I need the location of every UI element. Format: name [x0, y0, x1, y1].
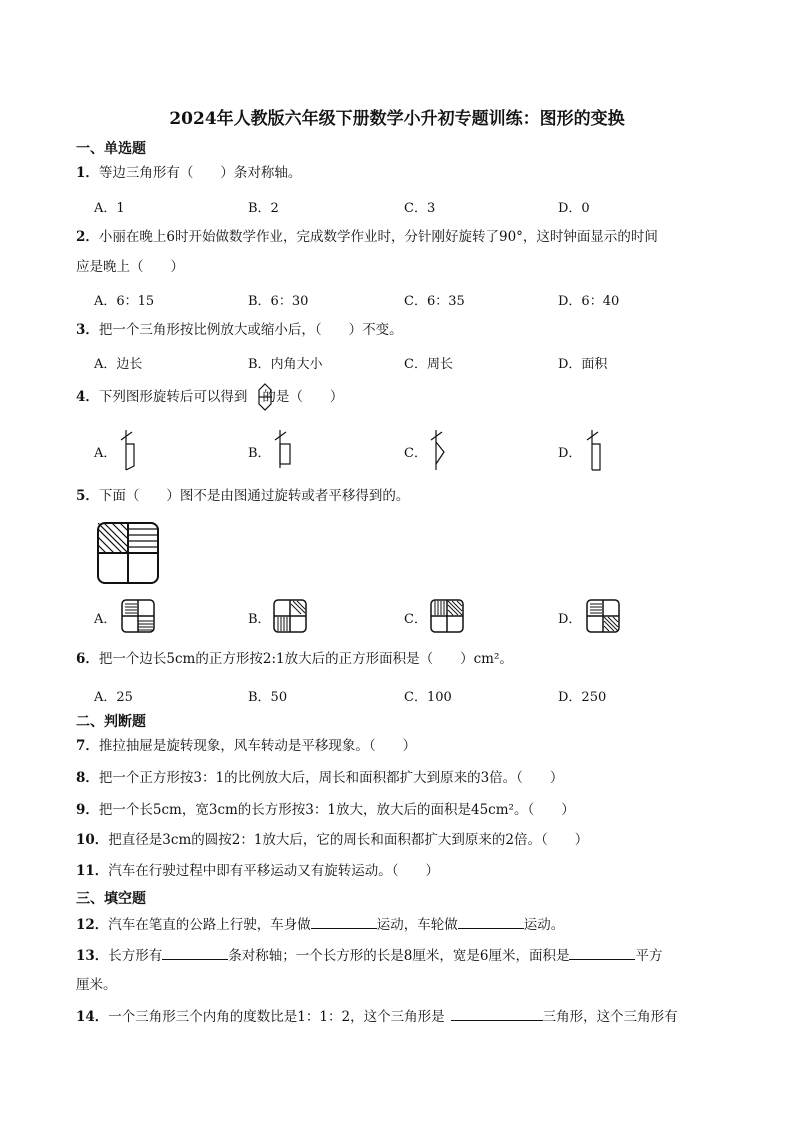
- q3-option-d[interactable]: D．面积: [558, 357, 608, 372]
- section-heading-true-false: 二、判断题: [76, 714, 146, 730]
- question-2: [76, 227, 658, 247]
- question-number: 13．: [76, 948, 109, 964]
- q4-figure-b[interactable]: [272, 428, 298, 472]
- section-heading-fill-in: 三、填空题: [76, 891, 146, 907]
- q3-option-a[interactable]: A．边长: [94, 357, 143, 372]
- question-number: 6．: [76, 651, 99, 667]
- question-13-line2: 厘米。: [76, 977, 117, 993]
- q4-figure-d[interactable]: [582, 428, 608, 472]
- q5-figure-d[interactable]: [586, 599, 620, 633]
- question-text: 把一个正方形按3：1的比例放大后，周长和面积都扩大到原来的3倍。（ ）: [98, 770, 564, 786]
- question-text: 把直径是3cm的圆按2：1放大后，它的周长和面积都扩大到原来的2倍。（ ）: [108, 832, 589, 848]
- question-3: [76, 320, 403, 340]
- question-text: 汽车在行驶过程中即有平移运动又有旋转运动。（ ）: [108, 863, 440, 879]
- question-6: [76, 649, 513, 669]
- question-text-b: 三角形，这个三角形有: [542, 1009, 678, 1025]
- question-number: 4．: [76, 389, 99, 405]
- question-11: [76, 861, 439, 881]
- q1-option-d[interactable]: D．0: [558, 201, 590, 216]
- question-text: 把一个边长5cm的正方形按2:1放大后的正方形面积是（ ）cm²。: [98, 651, 513, 667]
- q2-option-a[interactable]: A．6：15: [94, 294, 155, 309]
- question-number: 9．: [76, 802, 99, 818]
- q6-option-b[interactable]: B．50: [248, 690, 288, 705]
- answer-blank[interactable]: [451, 1006, 543, 1021]
- answer-blank[interactable]: [311, 914, 377, 929]
- q4-option-a[interactable]: A．: [94, 446, 117, 461]
- q5-figure-b[interactable]: [273, 599, 307, 633]
- question-4: [76, 387, 343, 407]
- target-shape-icon: [258, 383, 272, 411]
- question-10: [76, 830, 588, 850]
- q2-option-c[interactable]: C．6：35: [404, 294, 465, 309]
- question-text: 等边三角形有（ ）条对称轴。: [98, 165, 302, 181]
- q5-option-c[interactable]: C．: [404, 612, 427, 627]
- question-9: [76, 800, 575, 820]
- question-number: 11．: [76, 863, 109, 879]
- q5-figure-c[interactable]: [430, 599, 464, 633]
- q6-option-a[interactable]: A．25: [94, 690, 133, 705]
- q1-option-c[interactable]: C．3: [404, 201, 436, 216]
- question-text: 小丽在晚上6时开始做数学作业，完成数学作业时，分针刚好旋转了90°，这时钟面显示的时间: [98, 229, 658, 245]
- q5-option-a[interactable]: A．: [94, 612, 117, 627]
- question-1: [76, 163, 301, 183]
- question-12: [76, 914, 564, 935]
- q4-figure-c[interactable]: [428, 428, 454, 472]
- q4-figure-a[interactable]: [118, 428, 144, 472]
- question-text: 下面（ ）图不是由图通过旋转或者平移得到的。: [98, 488, 410, 504]
- q5-figure-a[interactable]: [121, 599, 155, 633]
- question-number: 8．: [76, 770, 99, 786]
- question-5: [76, 486, 409, 506]
- question-text: 把一个三角形按比例放大或缩小后，（ ）不变。: [98, 322, 403, 338]
- question-text-b: 条对称轴；一个长方形的长是8厘米，宽是6厘米，面积是: [228, 948, 570, 964]
- q4-option-c[interactable]: C．: [404, 446, 427, 461]
- question-8: [76, 768, 563, 788]
- answer-blank[interactable]: [162, 945, 228, 960]
- question-text-c: 平方: [635, 948, 663, 964]
- question-text-b: 的是（ ）: [262, 389, 344, 405]
- q4-option-b[interactable]: B．: [248, 446, 271, 461]
- q3-option-b[interactable]: B．内角大小: [248, 357, 323, 372]
- q5-option-d[interactable]: D．: [558, 612, 582, 627]
- question-number: 2．: [76, 229, 99, 245]
- question-number: 12．: [76, 917, 109, 933]
- question-text-c: 运动。: [523, 917, 565, 933]
- q5-reference-figure: [96, 521, 160, 585]
- question-number: 5．: [76, 488, 99, 504]
- question-text-b: 运动，车轮做: [376, 917, 458, 933]
- question-text: 把一个长5cm，宽3cm的长方形按3：1放大，放大后的面积是45cm²。（ ）: [98, 802, 575, 818]
- question-text-a: 长方形有: [108, 948, 163, 964]
- page-title: 2024年人教版六年级下册数学小升初专题训练：图形的变换: [169, 109, 625, 129]
- question-2-line2: 应是晚上（ ）: [76, 259, 184, 275]
- q3-option-c[interactable]: C．周长: [404, 357, 453, 372]
- q6-option-c[interactable]: C．100: [404, 690, 452, 705]
- question-7: [76, 736, 416, 756]
- section-heading-single-choice: 一、单选题: [76, 141, 146, 157]
- question-text-a: 汽车在笔直的公路上行驶，车身做: [108, 917, 311, 933]
- question-number: 3．: [76, 322, 99, 338]
- question-number: 10．: [76, 832, 109, 848]
- q4-option-d[interactable]: D．: [558, 446, 582, 461]
- question-text-a: 下列图形旋转后可以得到: [98, 389, 248, 405]
- answer-blank[interactable]: [569, 945, 635, 960]
- q1-option-a[interactable]: A．1: [94, 201, 125, 216]
- answer-blank[interactable]: [458, 914, 524, 929]
- q6-option-d[interactable]: D．250: [558, 690, 607, 705]
- question-13: [76, 945, 662, 966]
- question-number: 1．: [76, 165, 99, 181]
- q5-option-b[interactable]: B．: [248, 612, 271, 627]
- question-number: 14．: [76, 1009, 109, 1025]
- question-text-a: 一个三角形三个内角的度数比是1：1：2，这个三角形是: [108, 1009, 445, 1025]
- question-14: [76, 1006, 678, 1027]
- question-text: 推拉抽屉是旋转现象，风车转动是平移现象。（ ）: [98, 738, 417, 754]
- q1-option-b[interactable]: B．2: [248, 201, 279, 216]
- question-number: 7．: [76, 738, 99, 754]
- q2-option-d[interactable]: D．6：40: [558, 294, 620, 309]
- q2-option-b[interactable]: B．6：30: [248, 294, 309, 309]
